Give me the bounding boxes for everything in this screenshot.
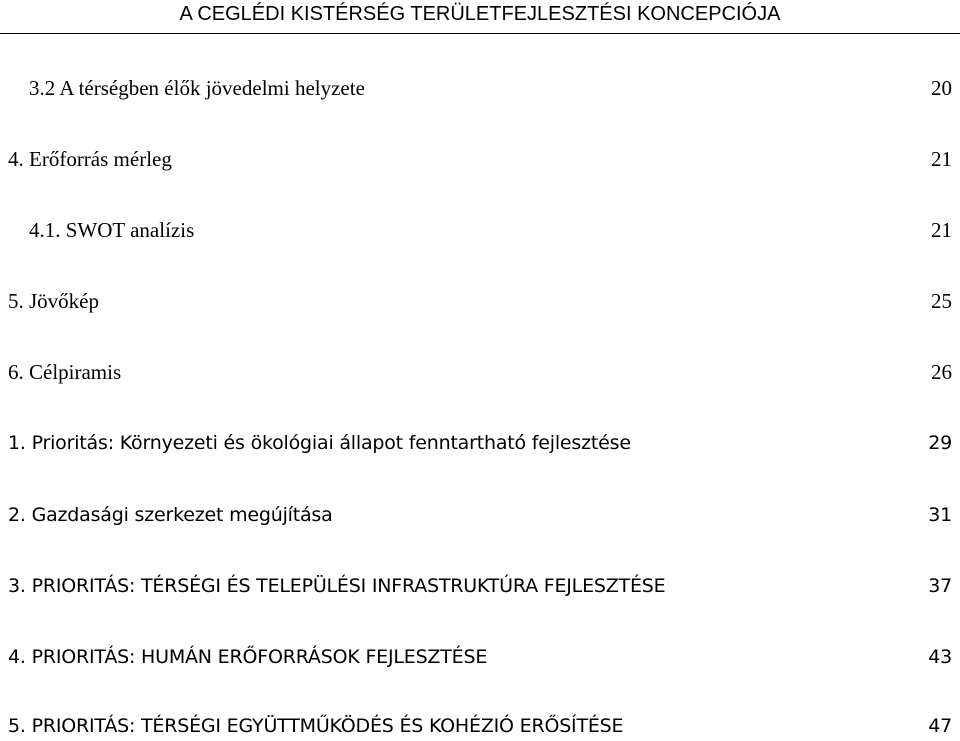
toc-entry-title: 5. Jövőkép: [8, 289, 99, 313]
toc-entry-title: 4. PRIORITÁS: HUMÁN ERŐFORRÁSOK FEJLESZTÉSE: [8, 646, 488, 668]
toc-entry-title: 6. Célpiramis: [8, 360, 122, 384]
toc-entry[interactable]: [0, 711, 960, 741]
toc-entry[interactable]: [0, 215, 960, 245]
toc-entry-page: 21: [931, 147, 952, 171]
toc-entry[interactable]: [0, 286, 960, 316]
document-title: A CEGLÉDI KISTÉRSÉG TERÜLETFEJLESZTÉSI KONCEPCIÓJA: [179, 3, 781, 25]
toc-entry[interactable]: [0, 428, 960, 458]
toc-entry[interactable]: [0, 571, 960, 601]
toc-entry-title: 3. PRIORITÁS: TÉRSÉGI ÉS TELEPÜLÉSI INFRASTRUKTÚRA FEJLESZTÉSE: [8, 575, 666, 597]
toc-entry[interactable]: [0, 144, 960, 174]
toc-entry[interactable]: [0, 642, 960, 672]
toc-entry-page: 21: [931, 218, 952, 242]
toc-entry[interactable]: [0, 500, 960, 530]
toc-entry-page: 47: [928, 715, 952, 737]
toc-entry-title: 4. Erőforrás mérleg: [8, 147, 172, 171]
toc-entry-title: 2. Gazdasági szerkezet megújítása: [8, 504, 333, 526]
toc-entry-title: 1. Prioritás: Környezeti és ökológiai állapot fenntartható fejlesztése: [8, 432, 631, 454]
toc-entry-page: 25: [931, 289, 952, 313]
page-header: [0, 0, 960, 34]
toc-entry-title: 4.1. SWOT analízis: [29, 218, 195, 242]
toc-entry-page: 31: [928, 504, 952, 526]
toc-entry[interactable]: [0, 73, 960, 103]
toc-entry-page: 37: [928, 575, 952, 597]
toc-entry-page: 26: [931, 360, 952, 384]
toc-entry[interactable]: [0, 357, 960, 387]
toc-entry-page: 20: [931, 76, 952, 100]
toc-entry-page: 29: [928, 432, 952, 454]
toc-entry-page: 43: [928, 646, 952, 668]
toc-entry-title: 5. PRIORITÁS: TÉRSÉGI EGYÜTTMŰKÖDÉS ÉS KOHÉZIÓ ERŐSÍTÉSE: [8, 715, 624, 737]
toc-entry-title: 3.2 A térségben élők jövedelmi helyzete: [29, 76, 365, 100]
